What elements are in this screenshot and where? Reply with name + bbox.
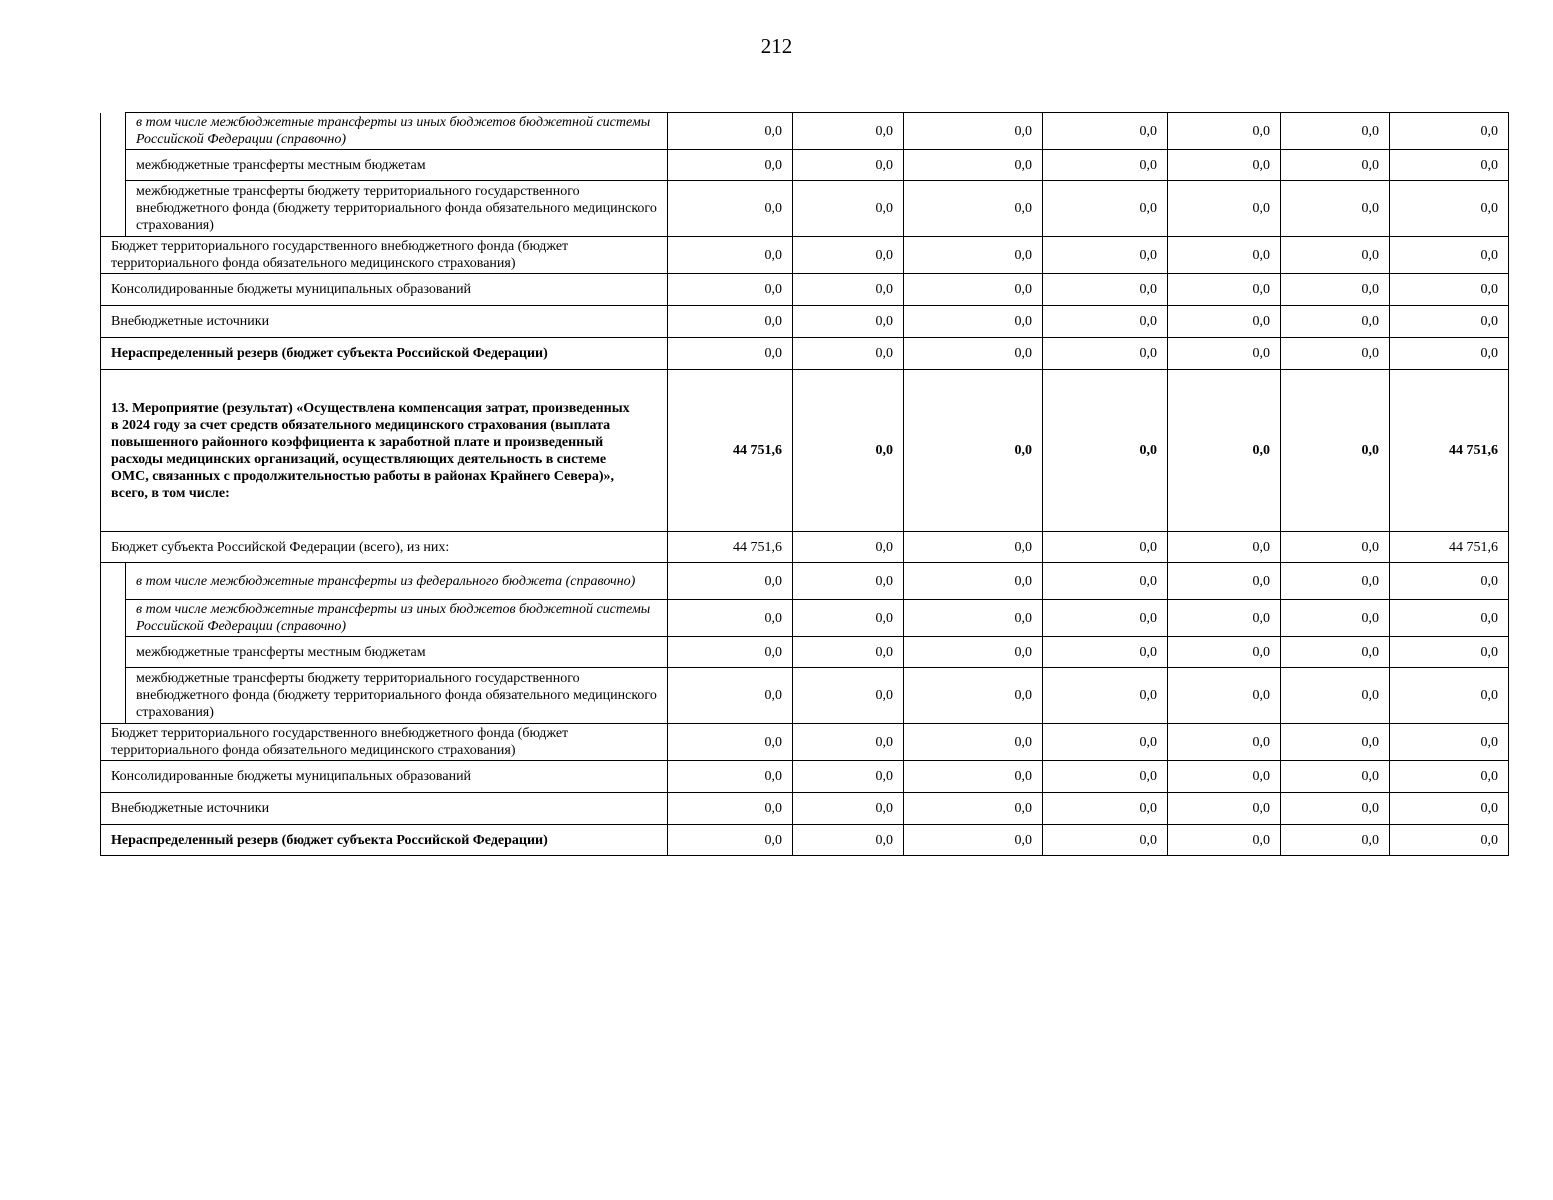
row-label: Бюджет субъекта Российской Федерации (всего), из них: bbox=[101, 532, 668, 563]
value-cell: 0,0 bbox=[1043, 724, 1168, 761]
value-cell: 0,0 bbox=[904, 761, 1043, 793]
value-cell: 0,0 bbox=[1390, 306, 1509, 338]
budget-table bbox=[100, 112, 1509, 856]
row-label: межбюджетные трансферты местным бюджетам bbox=[126, 637, 668, 668]
value-cell: 0,0 bbox=[1281, 668, 1390, 724]
value-cell: 0,0 bbox=[668, 338, 793, 370]
value-cell: 0,0 bbox=[1390, 274, 1509, 306]
value-cell: 0,0 bbox=[1168, 637, 1281, 668]
value-cell: 0,0 bbox=[1043, 237, 1168, 274]
value-cell: 0,0 bbox=[1281, 237, 1390, 274]
value-cell: 0,0 bbox=[904, 113, 1043, 150]
value-cell: 44 751,6 bbox=[668, 532, 793, 563]
value-cell: 0,0 bbox=[1168, 274, 1281, 306]
row-label: Бюджет территориального государственного внебюджетного фонда (бюджет территориального фонда обязательного медицинского страхования) bbox=[101, 724, 668, 761]
value-cell: 0,0 bbox=[1390, 150, 1509, 181]
value-cell: 0,0 bbox=[1168, 370, 1281, 532]
value-cell: 0,0 bbox=[904, 637, 1043, 668]
value-cell: 0,0 bbox=[1043, 532, 1168, 563]
value-cell: 0,0 bbox=[904, 724, 1043, 761]
value-cell: 0,0 bbox=[793, 600, 904, 637]
value-cell: 0,0 bbox=[1390, 761, 1509, 793]
row-label: межбюджетные трансферты бюджету территориального государственного внебюджетного фонда (бюджету территориального фонда обязательного медицинского страхования) bbox=[126, 181, 668, 237]
value-cell: 0,0 bbox=[1168, 793, 1281, 825]
table-row bbox=[101, 150, 1509, 181]
value-cell: 0,0 bbox=[668, 668, 793, 724]
value-cell: 0,0 bbox=[668, 825, 793, 856]
value-cell: 0,0 bbox=[793, 181, 904, 237]
value-cell: 0,0 bbox=[1281, 724, 1390, 761]
value-cell: 0,0 bbox=[793, 668, 904, 724]
row-label: межбюджетные трансферты бюджету территориального государственного внебюджетного фонда (бюджету территориального фонда обязательного медицинского страхования) bbox=[126, 668, 668, 724]
value-cell: 0,0 bbox=[1281, 113, 1390, 150]
value-cell: 0,0 bbox=[1390, 113, 1509, 150]
row-label: в том числе межбюджетные трансферты из иных бюджетов бюджетной системы Российской Федерации (справочно) bbox=[126, 600, 668, 637]
value-cell: 0,0 bbox=[668, 274, 793, 306]
table-row bbox=[101, 600, 1509, 637]
value-cell: 0,0 bbox=[793, 532, 904, 563]
value-cell: 0,0 bbox=[668, 793, 793, 825]
value-cell: 0,0 bbox=[1390, 181, 1509, 237]
value-cell: 0,0 bbox=[1168, 668, 1281, 724]
value-cell: 0,0 bbox=[668, 150, 793, 181]
indent-cell bbox=[101, 113, 126, 237]
value-cell: 0,0 bbox=[668, 306, 793, 338]
value-cell: 0,0 bbox=[1390, 668, 1509, 724]
value-cell: 0,0 bbox=[1043, 338, 1168, 370]
value-cell: 0,0 bbox=[668, 563, 793, 600]
value-cell: 0,0 bbox=[1281, 793, 1390, 825]
value-cell: 0,0 bbox=[1043, 563, 1168, 600]
row-label: 13. Мероприятие (результат) «Осуществлена компенсация затрат, произведенных в 2024 году за счет средств обязательного медицинского страхования (выплата повышенного районного коэффициента к заработной плате и произведенный расходы медицинских организаций, осуществляющих деятельность в системе ОМС, связанных с продолжительностью работы в районах Крайнего Севера)», всего, в том числе: bbox=[101, 370, 668, 532]
value-cell: 0,0 bbox=[1043, 274, 1168, 306]
value-cell: 0,0 bbox=[904, 793, 1043, 825]
value-cell: 0,0 bbox=[1043, 181, 1168, 237]
value-cell: 0,0 bbox=[668, 600, 793, 637]
value-cell: 0,0 bbox=[1390, 237, 1509, 274]
table-row bbox=[101, 113, 1509, 150]
table-row bbox=[101, 563, 1509, 600]
value-cell: 0,0 bbox=[1281, 306, 1390, 338]
value-cell: 44 751,6 bbox=[668, 370, 793, 532]
value-cell: 0,0 bbox=[1281, 150, 1390, 181]
table-row bbox=[101, 637, 1509, 668]
value-cell: 0,0 bbox=[793, 563, 904, 600]
value-cell: 0,0 bbox=[1281, 274, 1390, 306]
value-cell: 0,0 bbox=[1168, 338, 1281, 370]
value-cell: 0,0 bbox=[1281, 181, 1390, 237]
table-row bbox=[101, 761, 1509, 793]
value-cell: 0,0 bbox=[793, 274, 904, 306]
value-cell: 0,0 bbox=[793, 150, 904, 181]
value-cell: 0,0 bbox=[793, 237, 904, 274]
value-cell: 0,0 bbox=[1043, 150, 1168, 181]
value-cell: 0,0 bbox=[904, 370, 1043, 532]
value-cell: 0,0 bbox=[793, 306, 904, 338]
indent-cell bbox=[101, 563, 126, 724]
value-cell: 0,0 bbox=[904, 825, 1043, 856]
table-row bbox=[101, 181, 1509, 237]
value-cell: 0,0 bbox=[904, 668, 1043, 724]
value-cell: 0,0 bbox=[1281, 761, 1390, 793]
value-cell: 0,0 bbox=[1390, 724, 1509, 761]
value-cell: 0,0 bbox=[793, 370, 904, 532]
value-cell: 44 751,6 bbox=[1390, 370, 1509, 532]
table-row bbox=[101, 338, 1509, 370]
value-cell: 0,0 bbox=[668, 724, 793, 761]
value-cell: 0,0 bbox=[1168, 181, 1281, 237]
value-cell: 0,0 bbox=[793, 637, 904, 668]
value-cell: 0,0 bbox=[1043, 825, 1168, 856]
row-label: Нераспределенный резерв (бюджет субъекта Российской Федерации) bbox=[101, 338, 668, 370]
table-row bbox=[101, 793, 1509, 825]
value-cell: 0,0 bbox=[668, 637, 793, 668]
table-row bbox=[101, 306, 1509, 338]
table-row bbox=[101, 825, 1509, 856]
row-label: Внебюджетные источники bbox=[101, 793, 668, 825]
value-cell: 0,0 bbox=[668, 113, 793, 150]
table-row bbox=[101, 532, 1509, 563]
value-cell: 0,0 bbox=[1168, 600, 1281, 637]
value-cell: 0,0 bbox=[1168, 532, 1281, 563]
value-cell: 0,0 bbox=[1281, 532, 1390, 563]
value-cell: 0,0 bbox=[1281, 600, 1390, 637]
value-cell: 0,0 bbox=[1168, 150, 1281, 181]
row-label: Бюджет территориального государственного внебюджетного фонда (бюджет территориального фонда обязательного медицинского страхования) bbox=[101, 237, 668, 274]
value-cell: 0,0 bbox=[1168, 825, 1281, 856]
value-cell: 0,0 bbox=[1168, 113, 1281, 150]
value-cell: 0,0 bbox=[793, 113, 904, 150]
value-cell: 0,0 bbox=[904, 600, 1043, 637]
row-label: в том числе межбюджетные трансферты из федерального бюджета (справочно) bbox=[126, 563, 668, 600]
value-cell: 0,0 bbox=[793, 793, 904, 825]
value-cell: 0,0 bbox=[1390, 338, 1509, 370]
table-row bbox=[101, 237, 1509, 274]
value-cell: 0,0 bbox=[793, 825, 904, 856]
value-cell: 0,0 bbox=[904, 306, 1043, 338]
row-label: межбюджетные трансферты местным бюджетам bbox=[126, 150, 668, 181]
value-cell: 0,0 bbox=[1043, 668, 1168, 724]
row-label: Консолидированные бюджеты муниципальных образований bbox=[101, 274, 668, 306]
value-cell: 0,0 bbox=[1281, 370, 1390, 532]
table-row bbox=[101, 668, 1509, 724]
page-number: 212 bbox=[760, 34, 793, 58]
value-cell: 0,0 bbox=[1281, 825, 1390, 856]
row-label: Нераспределенный резерв (бюджет субъекта Российской Федерации) bbox=[101, 825, 668, 856]
value-cell: 0,0 bbox=[1043, 113, 1168, 150]
value-cell: 0,0 bbox=[904, 181, 1043, 237]
value-cell: 0,0 bbox=[1281, 637, 1390, 668]
value-cell: 0,0 bbox=[793, 761, 904, 793]
value-cell: 0,0 bbox=[1043, 306, 1168, 338]
value-cell: 0,0 bbox=[668, 181, 793, 237]
table-row bbox=[101, 370, 1509, 532]
value-cell: 0,0 bbox=[1390, 563, 1509, 600]
table-row bbox=[101, 274, 1509, 306]
value-cell: 44 751,6 bbox=[1390, 532, 1509, 563]
value-cell: 0,0 bbox=[793, 724, 904, 761]
value-cell: 0,0 bbox=[668, 237, 793, 274]
value-cell: 0,0 bbox=[1043, 793, 1168, 825]
value-cell: 0,0 bbox=[1390, 825, 1509, 856]
value-cell: 0,0 bbox=[668, 761, 793, 793]
value-cell: 0,0 bbox=[1043, 600, 1168, 637]
row-label: Консолидированные бюджеты муниципальных образований bbox=[101, 761, 668, 793]
value-cell: 0,0 bbox=[904, 338, 1043, 370]
value-cell: 0,0 bbox=[1168, 563, 1281, 600]
value-cell: 0,0 bbox=[1168, 761, 1281, 793]
value-cell: 0,0 bbox=[1168, 724, 1281, 761]
value-cell: 0,0 bbox=[1168, 306, 1281, 338]
value-cell: 0,0 bbox=[904, 532, 1043, 563]
value-cell: 0,0 bbox=[793, 338, 904, 370]
value-cell: 0,0 bbox=[1043, 370, 1168, 532]
value-cell: 0,0 bbox=[904, 563, 1043, 600]
value-cell: 0,0 bbox=[1043, 637, 1168, 668]
value-cell: 0,0 bbox=[904, 150, 1043, 181]
table-row bbox=[101, 724, 1509, 761]
value-cell: 0,0 bbox=[1043, 761, 1168, 793]
value-cell: 0,0 bbox=[1390, 600, 1509, 637]
row-label: в том числе межбюджетные трансферты из иных бюджетов бюджетной системы Российской Федерации (справочно) bbox=[126, 113, 668, 150]
row-label: Внебюджетные источники bbox=[101, 306, 668, 338]
value-cell: 0,0 bbox=[1281, 338, 1390, 370]
value-cell: 0,0 bbox=[1168, 237, 1281, 274]
value-cell: 0,0 bbox=[1281, 563, 1390, 600]
value-cell: 0,0 bbox=[904, 274, 1043, 306]
value-cell: 0,0 bbox=[1390, 793, 1509, 825]
value-cell: 0,0 bbox=[1390, 637, 1509, 668]
value-cell: 0,0 bbox=[904, 237, 1043, 274]
